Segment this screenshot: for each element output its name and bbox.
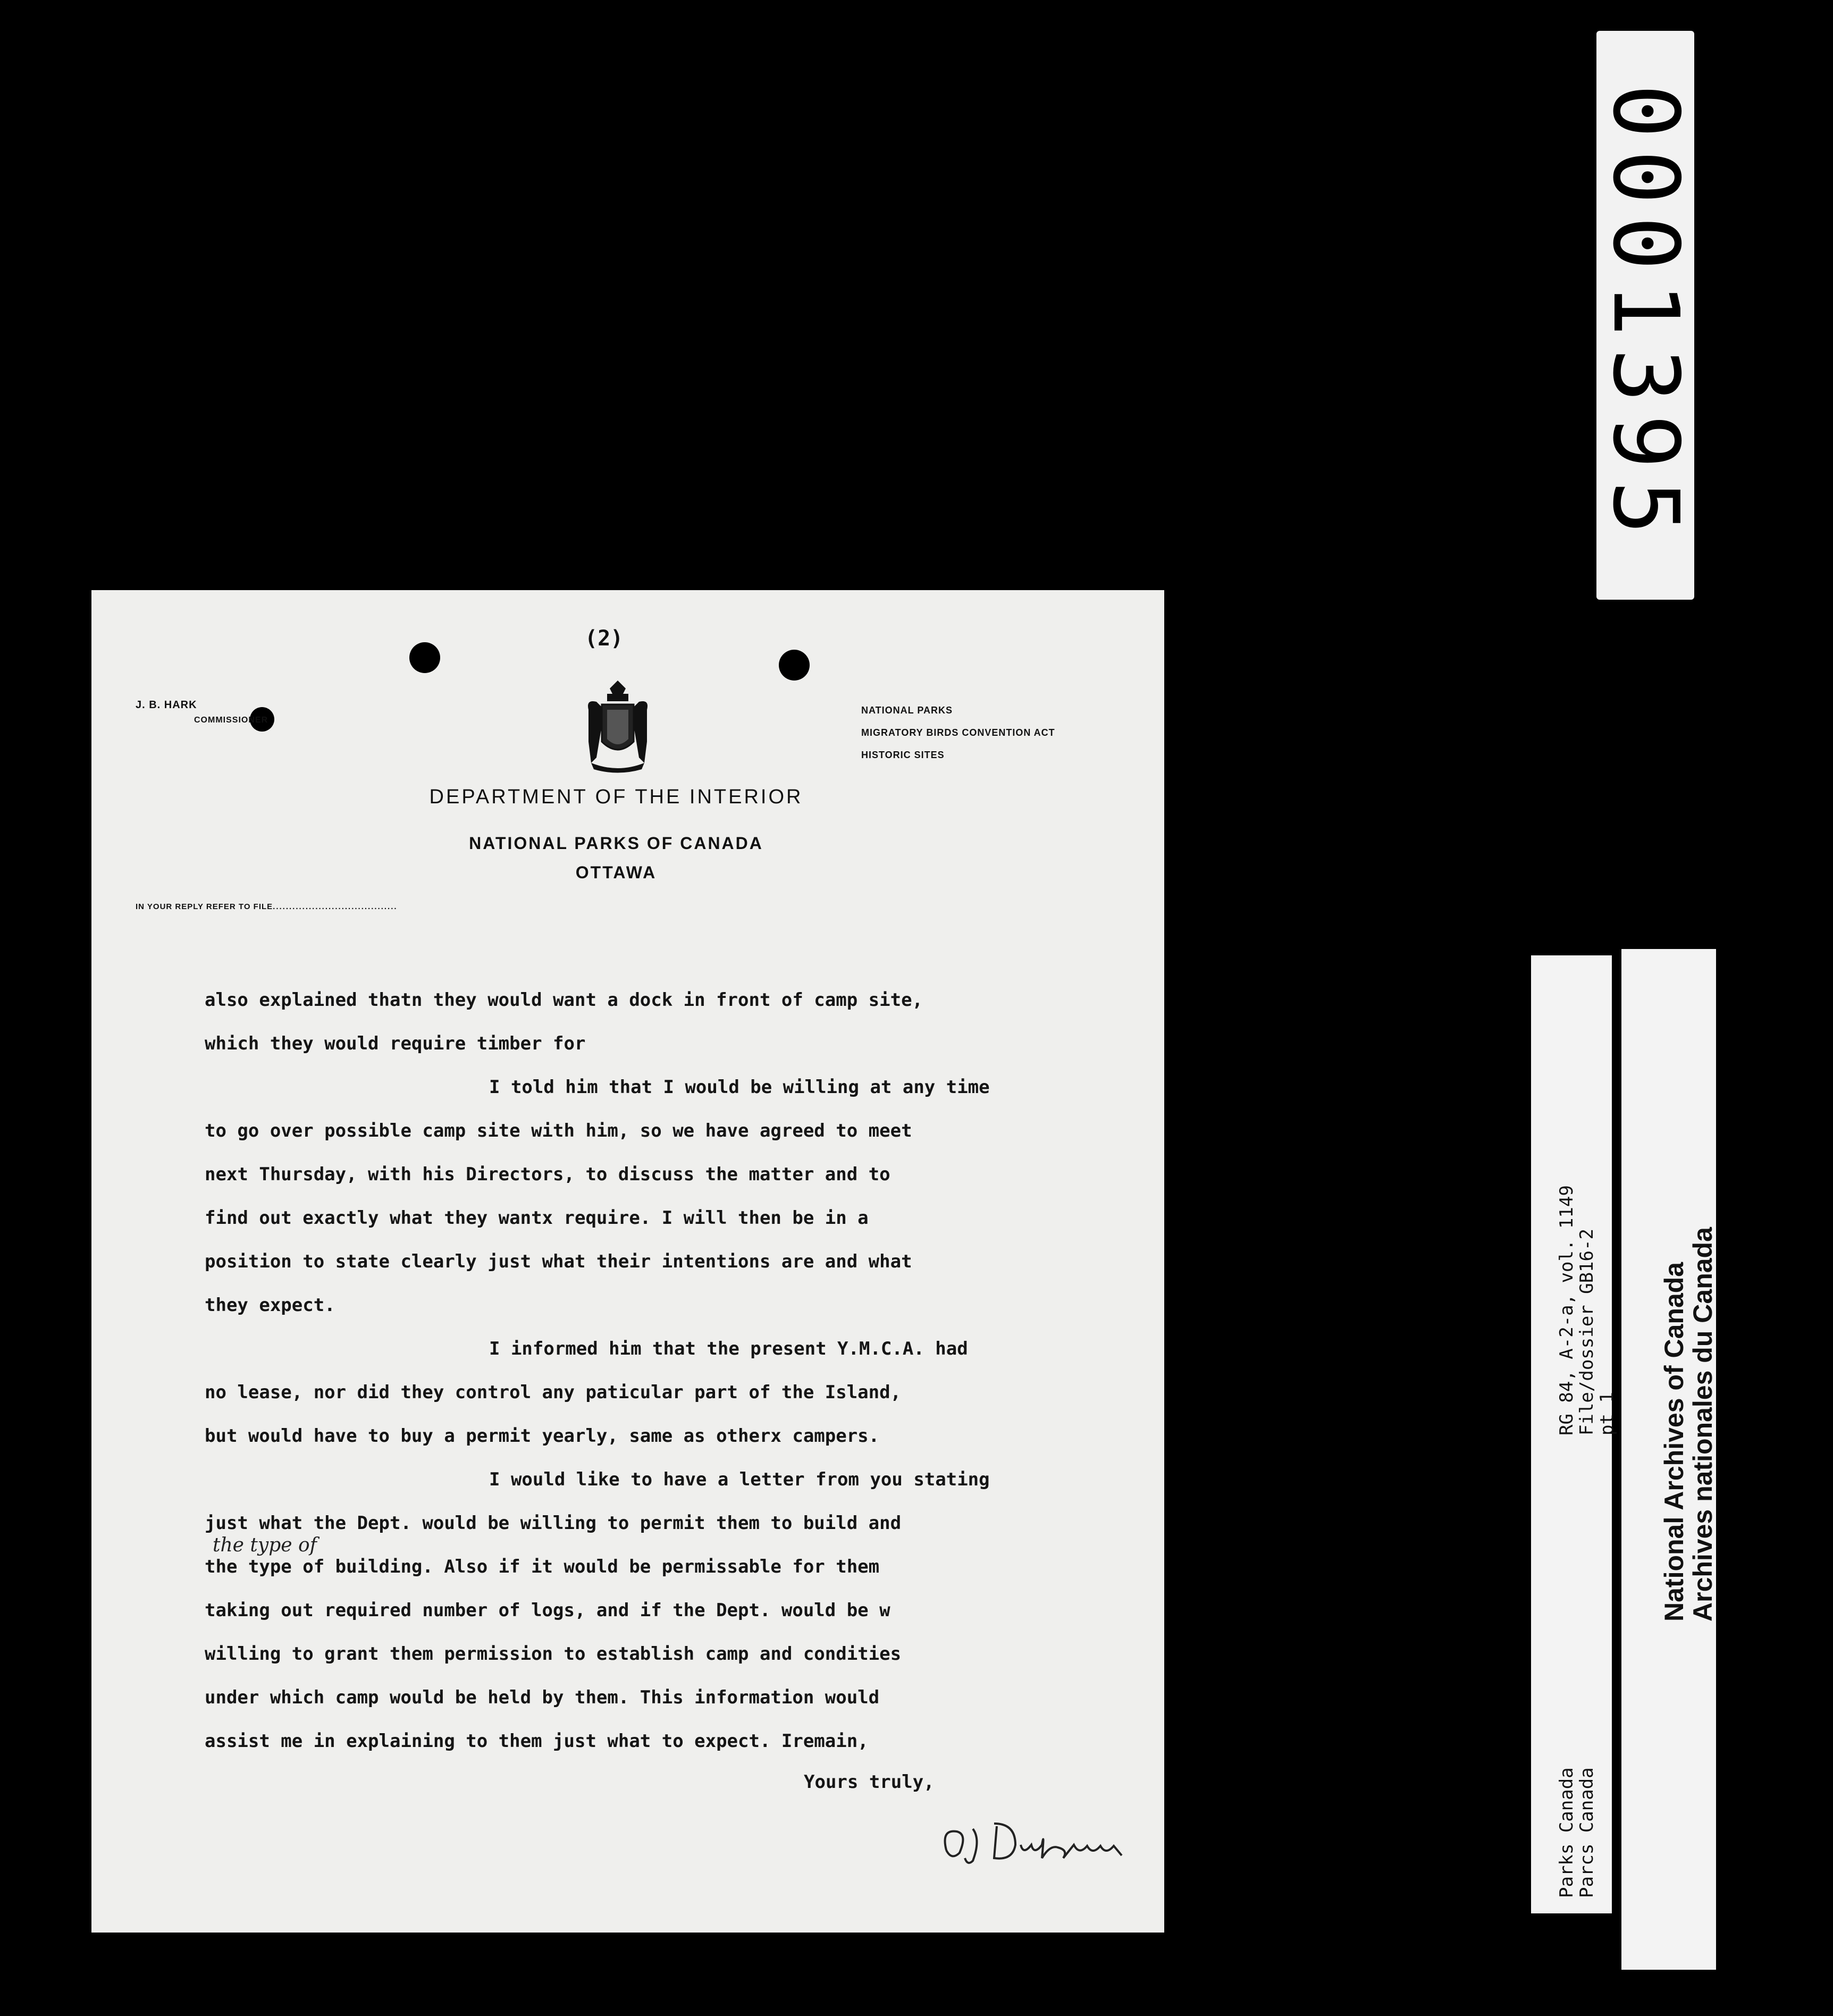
archive-agency-fr: Parcs Canada <box>1576 1767 1597 1898</box>
letterhead-left <box>136 699 268 725</box>
reply-reference-label: IN YOUR REPLY REFER TO FILE <box>136 902 273 911</box>
department-city: OTTAWA <box>575 863 657 882</box>
frame-number: 0001395 <box>1593 83 1698 547</box>
branch-national-parks: NATIONAL PARKS <box>861 705 953 716</box>
body-line: they expect. <box>205 1295 335 1316</box>
reply-reference: IN YOUR REPLY REFER TO FILE...................................... <box>136 902 398 911</box>
body-line: under which camp would be held by them. This information would <box>205 1687 880 1708</box>
archive-name-en: National Archives of Canada <box>1659 1262 1689 1622</box>
body-line: I would like to have a letter from you stating <box>489 1469 990 1490</box>
letterhead-right <box>861 699 1055 766</box>
archive-ref-file: File/dossier GB16-2 <box>1576 1229 1597 1435</box>
letter-body <box>205 978 1119 1763</box>
archive-ref-volume: RG 84, A-2-a, vol. 1149 <box>1556 1185 1577 1435</box>
body-line: assist me in explaining to them just what to expect. Iremain, <box>205 1731 869 1752</box>
archive-name-fr: Archives nationales du Canada <box>1688 1227 1718 1622</box>
body-line: I informed him that the present Y.M.C.A. had <box>489 1338 968 1359</box>
signature <box>936 1808 1159 1871</box>
body-line: position to state clearly just what their intentions are and what <box>205 1251 912 1272</box>
frame-number-label <box>1593 31 1698 600</box>
punch-hole-left <box>409 642 440 673</box>
archive-agency-en: Parks Canada <box>1556 1767 1577 1898</box>
archive-reference <box>1557 1185 1617 1435</box>
branch-migratory-birds: MIGRATORY BIRDS CONVENTION ACT <box>861 727 1055 738</box>
body-line: also explained thatn they would want a dock in front of camp site, <box>205 989 923 1011</box>
archive-agency <box>1557 1767 1597 1898</box>
archive-ref-part: pt 1 <box>1596 1392 1618 1435</box>
body-line: just what the Dept. would be willing to permit them to build and <box>205 1513 902 1534</box>
body-line: no lease, nor did they control any paticular part of the Island, <box>205 1382 902 1403</box>
body-line: willing to grant them permission to establish camp and condities <box>205 1643 902 1665</box>
branch-historic-sites: HISTORIC SITES <box>861 750 945 760</box>
page-number: (2) <box>585 626 624 651</box>
body-line: to go over possible camp site with him, so we have agreed to meet <box>205 1120 912 1141</box>
body-line: I told him that I would be willing at any time <box>489 1077 990 1098</box>
body-line: taking out required number of logs, and if the Dept. would be w <box>205 1600 890 1621</box>
body-line: find out exactly what they wantx require. I will then be in a <box>205 1207 869 1229</box>
body-line: but would have to buy a permit yearly, same as otherx campers. <box>205 1425 880 1447</box>
body-line: next Thursday, with his Directors, to discuss the matter and to <box>205 1164 890 1185</box>
handwritten-insert: the type of <box>213 1534 317 1556</box>
body-line: the type of building. Also if it would be permissable for them <box>205 1556 880 1577</box>
department-title: DEPARTMENT OF THE INTERIOR <box>429 786 803 808</box>
coat-of-arms-icon <box>581 678 655 774</box>
department-subtitle: NATIONAL PARKS OF CANADA <box>469 834 763 853</box>
commissioner-title: COMMISSIONER <box>194 716 268 725</box>
body-line: which they would require timber for <box>205 1033 586 1054</box>
commissioner-name: J. B. HARK <box>136 699 197 711</box>
closing: Yours truly, <box>804 1771 935 1793</box>
punch-hole-right <box>779 650 810 681</box>
archive-name <box>1660 1227 1717 1622</box>
